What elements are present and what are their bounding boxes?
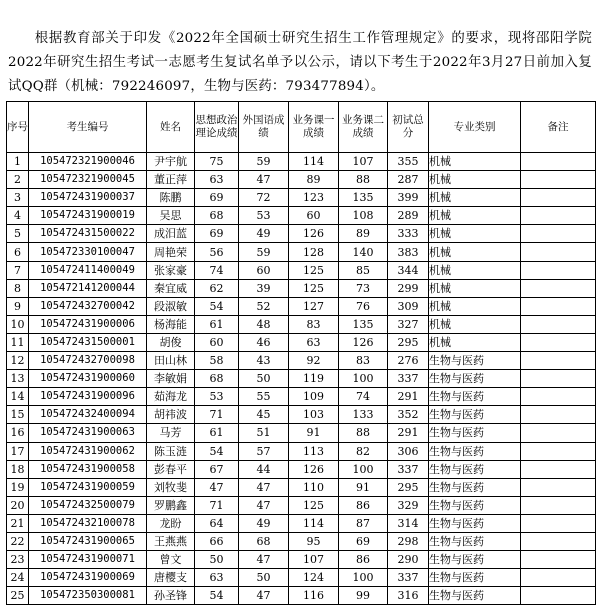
header-course1: 业务课一成绩 [289, 102, 339, 153]
cell-name: 李敏娟 [147, 370, 195, 388]
cell-total: 291 [388, 424, 429, 442]
cell-course2: 85 [339, 261, 388, 279]
cell-no: 11 [7, 333, 29, 351]
cell-politics: 60 [195, 333, 239, 351]
cell-remark [521, 388, 596, 406]
cell-major: 机械 [429, 189, 521, 207]
cell-politics: 69 [195, 225, 239, 243]
cell-politics: 54 [195, 587, 239, 605]
cell-id: 105472432700098 [29, 352, 147, 370]
cell-no: 14 [7, 388, 29, 406]
cell-major: 生物与医药 [429, 406, 521, 424]
cell-english: 52 [239, 297, 289, 315]
cell-name: 胡俊 [147, 333, 195, 351]
cell-english: 50 [239, 569, 289, 587]
table-row [7, 225, 596, 243]
table-row [7, 333, 596, 351]
cell-id: 105472431900019 [29, 207, 147, 225]
cell-name: 孙圣锋 [147, 587, 195, 605]
table-row [7, 587, 596, 605]
cell-id: 105472432100078 [29, 514, 147, 532]
cell-id: 105472431500022 [29, 225, 147, 243]
cell-course1: 113 [289, 442, 339, 460]
cell-course1: 60 [289, 207, 339, 225]
cell-course2: 88 [339, 171, 388, 189]
cell-english: 57 [239, 442, 289, 460]
cell-id: 105472431900065 [29, 532, 147, 550]
cell-course2: 83 [339, 352, 388, 370]
cell-id: 105472431900059 [29, 478, 147, 496]
cell-course1: 119 [289, 370, 339, 388]
cell-major: 生物与医药 [429, 442, 521, 460]
cell-name: 杨海能 [147, 315, 195, 333]
cell-remark [521, 424, 596, 442]
cell-course2: 107 [339, 153, 388, 171]
cell-no: 23 [7, 551, 29, 569]
cell-major: 生物与医药 [429, 569, 521, 587]
cell-course2: 133 [339, 406, 388, 424]
cell-total: 295 [388, 478, 429, 496]
header-row [7, 102, 596, 153]
cell-no: 10 [7, 315, 29, 333]
cell-no: 21 [7, 514, 29, 532]
cell-id: 105472330100047 [29, 243, 147, 261]
cell-english: 49 [239, 514, 289, 532]
cell-name: 刘牧斐 [147, 478, 195, 496]
table-row [7, 478, 596, 496]
cell-total: 295 [388, 333, 429, 351]
cell-course2: 86 [339, 496, 388, 514]
cell-major: 机械 [429, 153, 521, 171]
cell-name: 尹宇航 [147, 153, 195, 171]
cell-name: 周艳荣 [147, 243, 195, 261]
cell-course2: 100 [339, 569, 388, 587]
cell-course2: 76 [339, 297, 388, 315]
table-row [7, 514, 596, 532]
header-english: 外国语成绩 [239, 102, 289, 153]
cell-remark [521, 460, 596, 478]
cell-total: 290 [388, 551, 429, 569]
candidate-table [6, 101, 596, 605]
cell-id: 105472141200044 [29, 279, 147, 297]
cell-course2: 99 [339, 587, 388, 605]
cell-course2: 108 [339, 207, 388, 225]
header-major: 专业类别 [429, 102, 521, 153]
table-row [7, 171, 596, 189]
header-remark: 备注 [521, 102, 596, 153]
cell-politics: 63 [195, 569, 239, 587]
cell-course1: 124 [289, 569, 339, 587]
table-row [7, 370, 596, 388]
cell-name: 董正萍 [147, 171, 195, 189]
cell-no: 3 [7, 189, 29, 207]
cell-name: 段淑敏 [147, 297, 195, 315]
cell-name: 王燕燕 [147, 532, 195, 550]
cell-course1: 110 [289, 478, 339, 496]
cell-politics: 61 [195, 315, 239, 333]
cell-politics: 68 [195, 207, 239, 225]
cell-id: 105472432700042 [29, 297, 147, 315]
cell-total: 299 [388, 279, 429, 297]
cell-no: 6 [7, 243, 29, 261]
cell-no: 18 [7, 460, 29, 478]
cell-no: 17 [7, 442, 29, 460]
cell-major: 生物与医药 [429, 496, 521, 514]
cell-english: 59 [239, 243, 289, 261]
cell-name: 成汨蓝 [147, 225, 195, 243]
cell-politics: 61 [195, 424, 239, 442]
cell-course1: 83 [289, 315, 339, 333]
cell-course2: 86 [339, 551, 388, 569]
cell-id: 105472432500079 [29, 496, 147, 514]
cell-name: 陈玉涟 [147, 442, 195, 460]
cell-english: 51 [239, 424, 289, 442]
cell-english: 47 [239, 496, 289, 514]
cell-id: 105472431900037 [29, 189, 147, 207]
cell-english: 47 [239, 551, 289, 569]
cell-politics: 58 [195, 352, 239, 370]
cell-total: 355 [388, 153, 429, 171]
table-row [7, 388, 596, 406]
header-name: 姓名 [147, 102, 195, 153]
cell-english: 59 [239, 153, 289, 171]
cell-english: 72 [239, 189, 289, 207]
cell-no: 13 [7, 370, 29, 388]
cell-politics: 53 [195, 388, 239, 406]
cell-english: 49 [239, 225, 289, 243]
cell-no: 22 [7, 532, 29, 550]
cell-major: 机械 [429, 279, 521, 297]
cell-course1: 126 [289, 225, 339, 243]
cell-no: 20 [7, 496, 29, 514]
cell-course1: 116 [289, 587, 339, 605]
cell-course1: 125 [289, 261, 339, 279]
cell-major: 生物与医药 [429, 424, 521, 442]
cell-english: 50 [239, 370, 289, 388]
cell-total: 309 [388, 297, 429, 315]
cell-politics: 68 [195, 370, 239, 388]
cell-course2: 74 [339, 388, 388, 406]
cell-id: 105472321900046 [29, 153, 147, 171]
cell-english: 68 [239, 532, 289, 550]
cell-politics: 63 [195, 171, 239, 189]
cell-politics: 54 [195, 297, 239, 315]
cell-course1: 123 [289, 189, 339, 207]
cell-major: 生物与医药 [429, 532, 521, 550]
cell-no: 2 [7, 171, 29, 189]
cell-remark [521, 297, 596, 315]
cell-no: 9 [7, 297, 29, 315]
cell-politics: 75 [195, 153, 239, 171]
table-row [7, 424, 596, 442]
cell-course1: 126 [289, 460, 339, 478]
cell-course1: 125 [289, 496, 339, 514]
cell-no: 5 [7, 225, 29, 243]
table-row [7, 243, 596, 261]
cell-politics: 71 [195, 406, 239, 424]
cell-course1: 95 [289, 532, 339, 550]
cell-total: 344 [388, 261, 429, 279]
cell-english: 60 [239, 261, 289, 279]
cell-total: 337 [388, 460, 429, 478]
cell-no: 7 [7, 261, 29, 279]
table-row [7, 261, 596, 279]
table-row [7, 406, 596, 424]
cell-course1: 63 [289, 333, 339, 351]
cell-course2: 89 [339, 225, 388, 243]
cell-id: 105472431900096 [29, 388, 147, 406]
cell-remark [521, 442, 596, 460]
cell-no: 8 [7, 279, 29, 297]
cell-remark [521, 189, 596, 207]
cell-remark [521, 532, 596, 550]
cell-name: 龙盼 [147, 514, 195, 532]
cell-major: 生物与医药 [429, 587, 521, 605]
cell-politics: 66 [195, 532, 239, 550]
table-row [7, 496, 596, 514]
cell-english: 48 [239, 315, 289, 333]
cell-course1: 114 [289, 153, 339, 171]
cell-course2: 82 [339, 442, 388, 460]
cell-course2: 88 [339, 424, 388, 442]
cell-major: 生物与医药 [429, 551, 521, 569]
table-row [7, 207, 596, 225]
cell-total: 327 [388, 315, 429, 333]
cell-no: 4 [7, 207, 29, 225]
cell-total: 399 [388, 189, 429, 207]
cell-english: 47 [239, 587, 289, 605]
cell-course1: 103 [289, 406, 339, 424]
cell-no: 1 [7, 153, 29, 171]
table-row [7, 551, 596, 569]
cell-name: 茹海龙 [147, 388, 195, 406]
header-politics: 思想政治理论成绩 [195, 102, 239, 153]
cell-english: 55 [239, 388, 289, 406]
cell-total: 306 [388, 442, 429, 460]
cell-english: 43 [239, 352, 289, 370]
cell-course2: 135 [339, 315, 388, 333]
cell-total: 337 [388, 569, 429, 587]
cell-course1: 89 [289, 171, 339, 189]
cell-name: 唐樱支 [147, 569, 195, 587]
cell-remark [521, 225, 596, 243]
cell-major: 机械 [429, 225, 521, 243]
cell-english: 45 [239, 406, 289, 424]
cell-english: 39 [239, 279, 289, 297]
cell-major: 机械 [429, 297, 521, 315]
cell-politics: 50 [195, 551, 239, 569]
header-total: 初试总分 [388, 102, 429, 153]
cell-politics: 54 [195, 442, 239, 460]
cell-total: 287 [388, 171, 429, 189]
cell-politics: 56 [195, 243, 239, 261]
cell-id: 105472431900071 [29, 551, 147, 569]
cell-total: 383 [388, 243, 429, 261]
table-row [7, 352, 596, 370]
cell-major: 生物与医药 [429, 478, 521, 496]
cell-total: 316 [388, 587, 429, 605]
cell-course2: 73 [339, 279, 388, 297]
cell-major: 机械 [429, 243, 521, 261]
cell-name: 秦宜威 [147, 279, 195, 297]
cell-id: 105472431900062 [29, 442, 147, 460]
cell-id: 105472431500001 [29, 333, 147, 351]
cell-name: 马芳 [147, 424, 195, 442]
cell-course1: 109 [289, 388, 339, 406]
cell-total: 333 [388, 225, 429, 243]
cell-total: 289 [388, 207, 429, 225]
cell-id: 105472431900063 [29, 424, 147, 442]
cell-total: 337 [388, 370, 429, 388]
cell-remark [521, 496, 596, 514]
table-body [7, 153, 596, 605]
header-no: 序号 [7, 102, 29, 153]
cell-name: 罗鹏鑫 [147, 496, 195, 514]
cell-course1: 107 [289, 551, 339, 569]
cell-course1: 114 [289, 514, 339, 532]
cell-remark [521, 352, 596, 370]
cell-major: 生物与医药 [429, 352, 521, 370]
cell-no: 12 [7, 352, 29, 370]
cell-total: 276 [388, 352, 429, 370]
notice-paragraph: 根据教育部关于印发《2022年全国硕士研究生招生工作管理规定》的要求，现将邵阳学院2022年研究生招生考试一志愿考生复试名单予以公示，请以下考生于2022年3月27日前加入复试QQ群（机械：792246097，生物与医药：793477894）。 [8, 31, 592, 95]
cell-total: 352 [388, 406, 429, 424]
table-row [7, 315, 596, 333]
cell-course2: 87 [339, 514, 388, 532]
header-course2: 业务课二成绩 [339, 102, 388, 153]
cell-remark [521, 333, 596, 351]
cell-total: 314 [388, 514, 429, 532]
cell-name: 曾文 [147, 551, 195, 569]
cell-id: 105472431900069 [29, 569, 147, 587]
table-row [7, 153, 596, 171]
cell-politics: 67 [195, 460, 239, 478]
cell-course1: 128 [289, 243, 339, 261]
cell-remark [521, 370, 596, 388]
cell-course1: 127 [289, 297, 339, 315]
cell-remark [521, 587, 596, 605]
cell-major: 机械 [429, 207, 521, 225]
cell-remark [521, 261, 596, 279]
cell-course1: 125 [289, 279, 339, 297]
cell-politics: 64 [195, 514, 239, 532]
cell-course2: 126 [339, 333, 388, 351]
header-id: 考生编号 [29, 102, 147, 153]
cell-major: 机械 [429, 171, 521, 189]
cell-no: 15 [7, 406, 29, 424]
cell-name: 张家豪 [147, 261, 195, 279]
cell-english: 47 [239, 478, 289, 496]
table-row [7, 532, 596, 550]
cell-politics: 71 [195, 496, 239, 514]
table-row [7, 189, 596, 207]
cell-course2: 100 [339, 460, 388, 478]
cell-total: 291 [388, 388, 429, 406]
cell-total: 298 [388, 532, 429, 550]
cell-name: 陈鹏 [147, 189, 195, 207]
cell-remark [521, 279, 596, 297]
cell-course2: 100 [339, 370, 388, 388]
cell-major: 生物与医药 [429, 370, 521, 388]
cell-name: 胡祎波 [147, 406, 195, 424]
cell-remark [521, 243, 596, 261]
cell-major: 生物与医药 [429, 514, 521, 532]
cell-name: 彭春平 [147, 460, 195, 478]
cell-id: 105472321900045 [29, 171, 147, 189]
cell-id: 105472431900058 [29, 460, 147, 478]
cell-major: 机械 [429, 315, 521, 333]
cell-course2: 135 [339, 189, 388, 207]
cell-english: 53 [239, 207, 289, 225]
cell-remark [521, 207, 596, 225]
cell-politics: 74 [195, 261, 239, 279]
cell-major: 机械 [429, 333, 521, 351]
cell-course1: 91 [289, 424, 339, 442]
cell-no: 24 [7, 569, 29, 587]
table-row [7, 297, 596, 315]
cell-id: 105472411400049 [29, 261, 147, 279]
cell-remark [521, 569, 596, 587]
cell-remark [521, 153, 596, 171]
cell-id: 105472350300081 [29, 587, 147, 605]
table-row [7, 460, 596, 478]
cell-course2: 69 [339, 532, 388, 550]
cell-course2: 140 [339, 243, 388, 261]
cell-major: 生物与医药 [429, 460, 521, 478]
table-row [7, 569, 596, 587]
cell-english: 47 [239, 171, 289, 189]
table-row [7, 442, 596, 460]
cell-id: 105472432400094 [29, 406, 147, 424]
cell-politics: 69 [195, 189, 239, 207]
cell-major: 机械 [429, 261, 521, 279]
cell-major: 生物与医药 [429, 388, 521, 406]
cell-total: 329 [388, 496, 429, 514]
cell-no: 25 [7, 587, 29, 605]
cell-no: 19 [7, 478, 29, 496]
cell-english: 44 [239, 460, 289, 478]
cell-remark [521, 551, 596, 569]
table-row [7, 279, 596, 297]
cell-remark [521, 315, 596, 333]
cell-remark [521, 478, 596, 496]
cell-remark [521, 514, 596, 532]
cell-id: 105472431900060 [29, 370, 147, 388]
cell-remark [521, 171, 596, 189]
cell-no: 16 [7, 424, 29, 442]
cell-course1: 92 [289, 352, 339, 370]
cell-name: 吴思 [147, 207, 195, 225]
cell-name: 田山林 [147, 352, 195, 370]
cell-remark [521, 406, 596, 424]
cell-politics: 62 [195, 279, 239, 297]
cell-course2: 91 [339, 478, 388, 496]
cell-politics: 47 [195, 478, 239, 496]
cell-english: 46 [239, 333, 289, 351]
cell-id: 105472431900006 [29, 315, 147, 333]
